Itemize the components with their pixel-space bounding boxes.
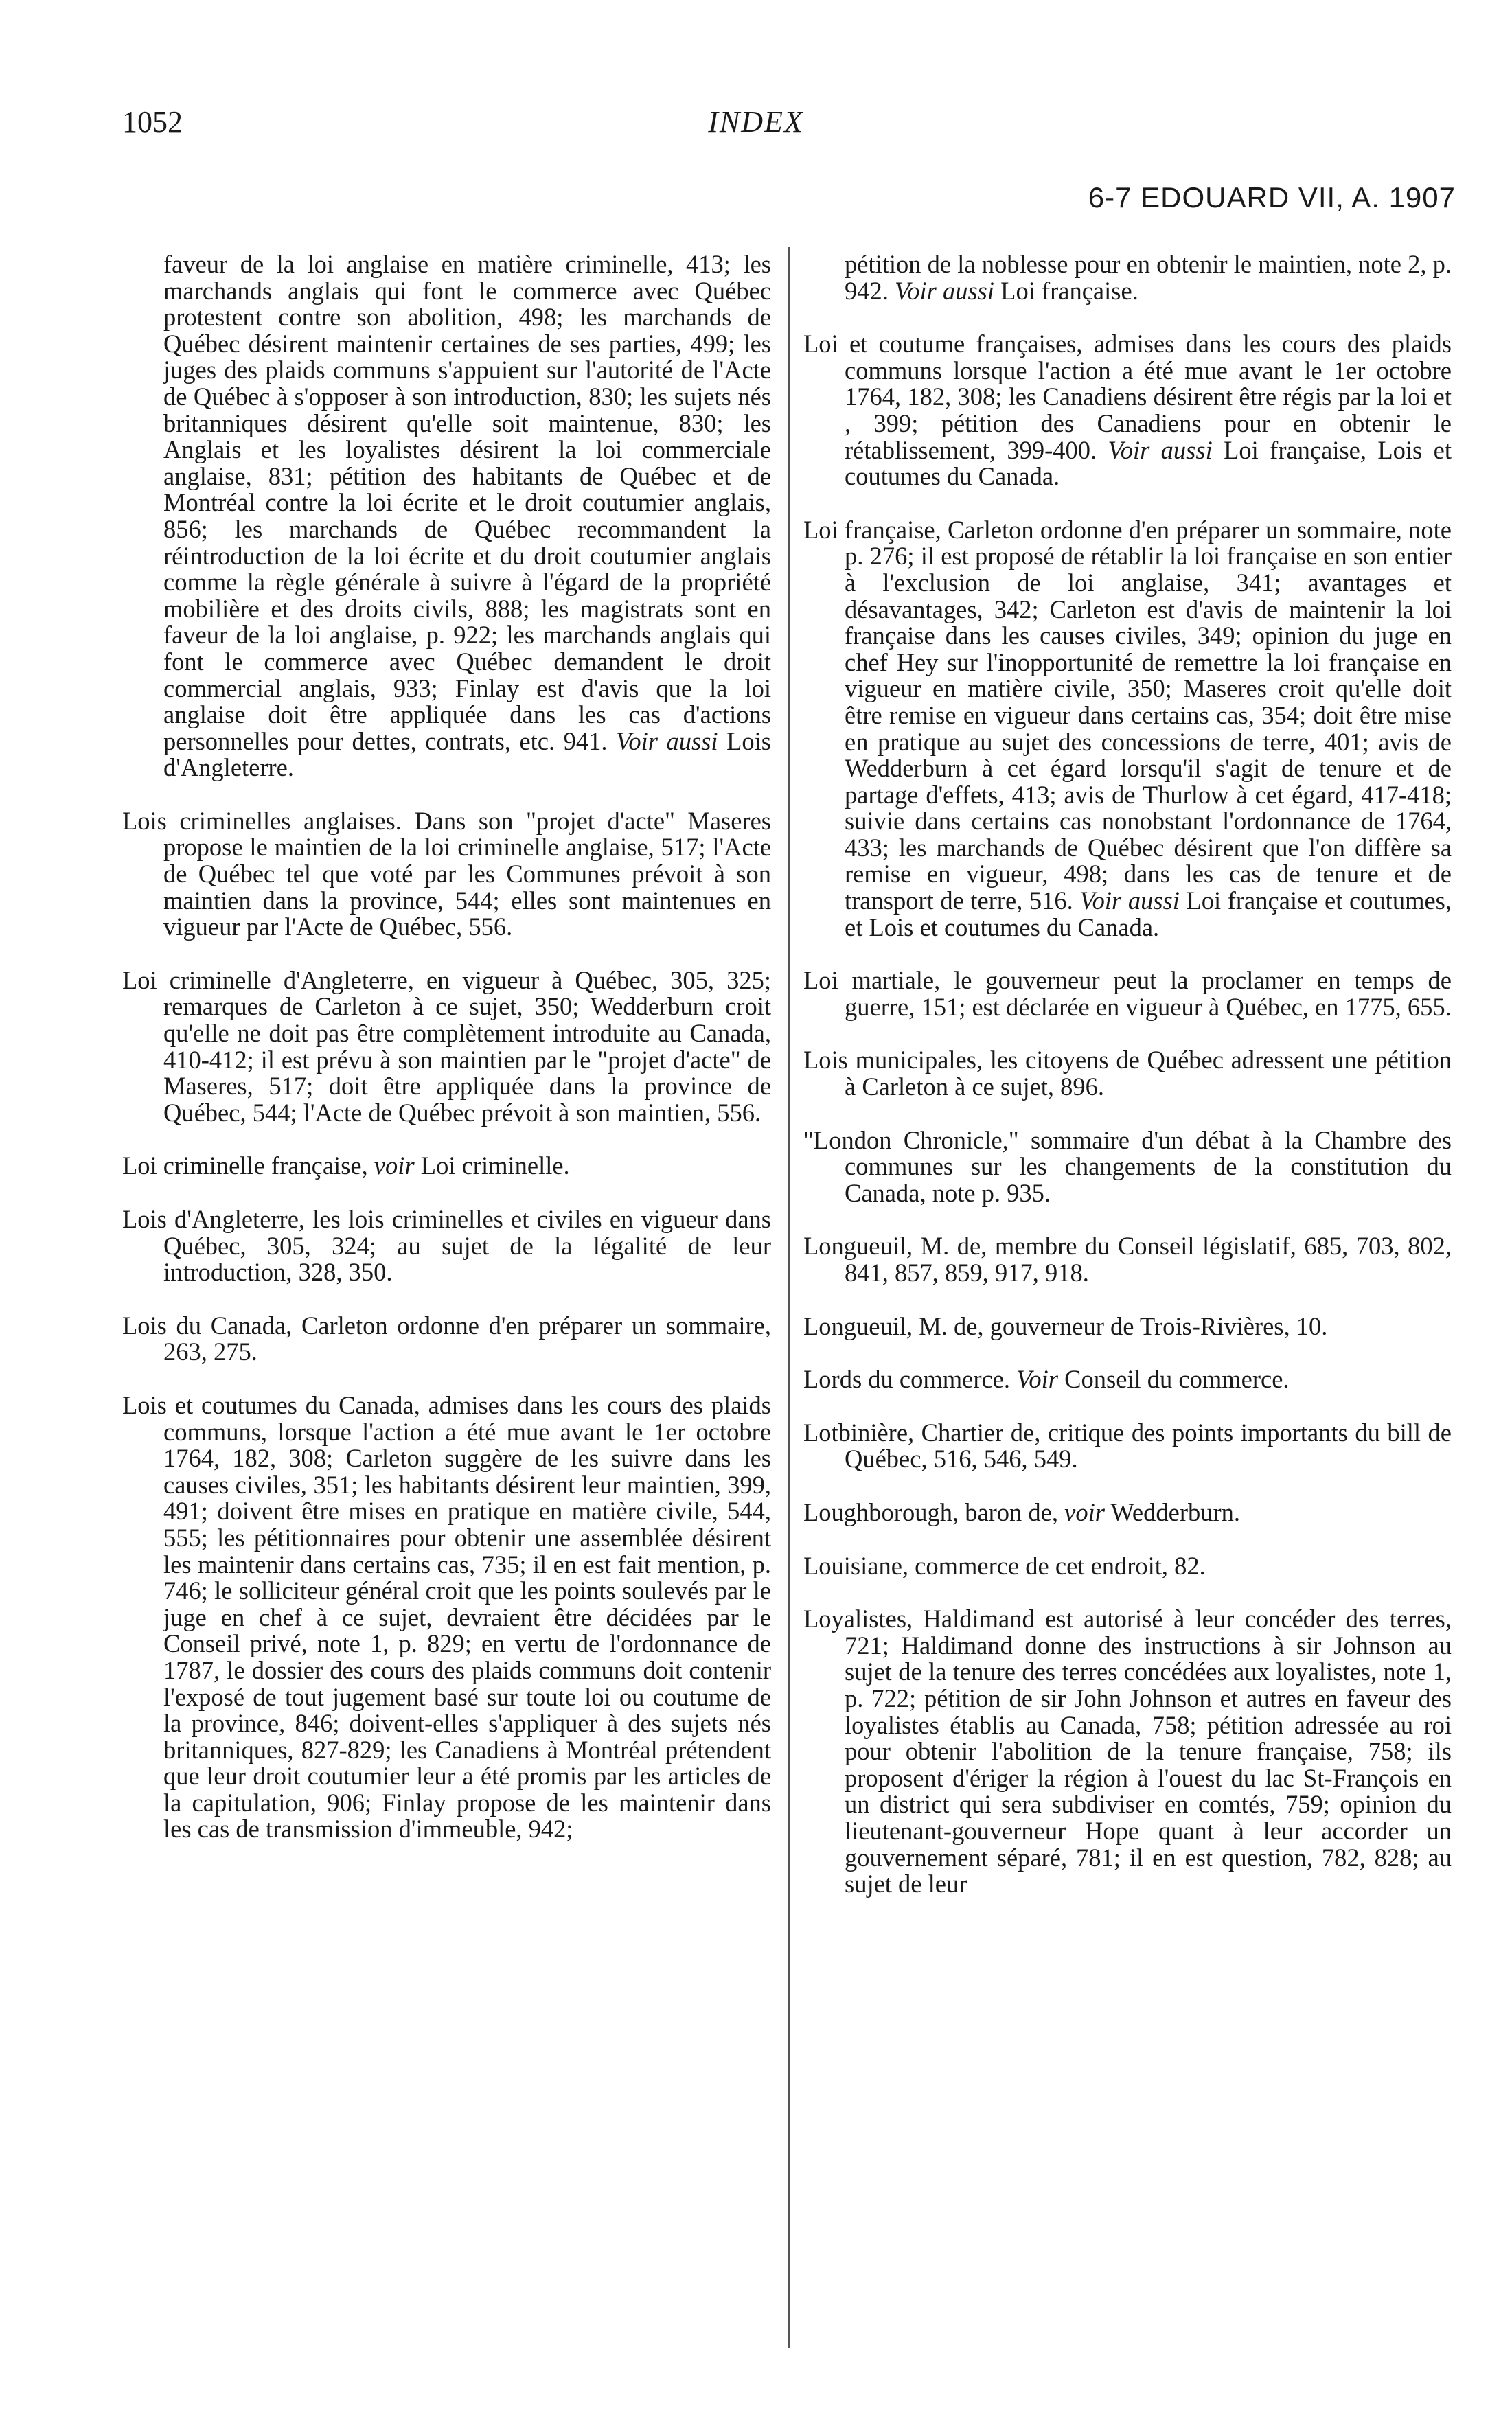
entry-text: Longueuil, M. de, gouverneur de Trois-Rivières, 10. [803, 1311, 1328, 1340]
entry-text: Loi criminelle d'Angleterre, en vigueur à Québec, 305, 325; remarques de Carleton à ce sujet, 350; Wedderburn croit qu'elle ne doit pas être complètement introduite au Canada, 410-412; il est prévu à son maintien par le "projet d'acte" de Maseres, 517; doit être appliquée dans la province de Québec, 544; l'Acte de Québec prévoit à son maintien, 556. [122, 965, 771, 1127]
index-entry-continued [803, 251, 1452, 304]
column-divider [788, 247, 790, 2348]
entry-text: Loi martiale, le gouverneur peut la proclamer en temps de guerre, 151; est déclarée en vigueur à Québec, en 1775, 655. [803, 966, 1452, 1021]
index-entry [803, 1606, 1452, 1898]
entry-text: Longueuil, M. de, membre du Conseil législatif, 685, 703, 802, 841, 857, 859, 917, 918. [803, 1232, 1452, 1287]
see-also-label: voir [1064, 1497, 1105, 1526]
index-entry-continued [122, 251, 771, 781]
index-entry [803, 1233, 1452, 1286]
entry-text: Lois criminelles anglaises. Dans son "projet d'acte" Maseres propose le maintien de la loi criminelle anglaise, 517; l'Acte de Québec tel que voté par les Communes prévoit à son maintien dans la province, 544; elles sont maintenues en vigueur par l'Acte de Québec, 556. [122, 806, 771, 941]
index-entry [122, 967, 771, 1127]
index-entry [803, 1420, 1452, 1473]
see-also-target: Loi française. [994, 276, 1138, 305]
index-entry [122, 808, 771, 941]
see-also-target: Lois d'Angleterre. [163, 726, 771, 782]
see-also-label: Voir aussi [616, 726, 718, 755]
page-title: INDEX [708, 105, 804, 139]
entry-text: Loyalistes, Haldimand est autorisé à leur concéder des terres, 721; Haldimand donne des instructions à sir Johnson au sujet de la tenure des terres concédées aux loyalistes, note 1, p. 722; pétition de sir John Johnson et autres en faveur des loyalistes établis au Canada, 758; pétition adressée au roi pour obtenir l'abolition de la tenure française, 758; ils proposent d'ériger la région à l'ouest du lac St-François en un district qui sera subdiviser en comtés, 759; opinion du lieutenant-gouverneur Hope quant à leur accorder un gouvernement séparé, 781; il en est question, 782, 828; au sujet de leur [803, 1605, 1452, 1898]
see-also-target: Loi française, Lois et coutumes du Canada. [845, 435, 1452, 491]
see-also-label: voir [374, 1151, 415, 1180]
entry-text: Lotbinière, Chartier de, critique des points importants du bill de Québec, 516, 546, 549. [803, 1418, 1452, 1473]
index-entry [803, 517, 1452, 941]
see-also-label: Voir [1016, 1365, 1059, 1394]
see-also-target: Loi française et coutumes, et Lois et coutumes du Canada. [845, 886, 1452, 941]
index-entry [803, 1366, 1452, 1393]
left-column [122, 251, 771, 1870]
see-also-label: Voir aussi [1079, 886, 1180, 915]
index-entry [803, 1553, 1452, 1580]
index-entry [803, 967, 1452, 1020]
entry-text: Lois du Canada, Carleton ordonne d'en préparer un sommaire, 263, 275. [122, 1311, 771, 1366]
page-number: 1052 [122, 105, 183, 139]
see-also-target: Loi criminelle. [414, 1151, 570, 1180]
entry-text: Loi française, Carleton ordonne d'en préparer un sommaire, note p. 276; il est proposé de rétablir la loi française en son entier à l'exclusion de loi anglaise, 341; avantages et désavantages, 342; Carleton est d'avis de maintenir la loi française dans les causes civiles, 349; opinion du juge en chef Hey sur l'inopportunité de remettre la loi française en vigueur en matière civile, 350; Maseres croit qu'elle doit être remise en vigueur dans certains cas, 354; doit être mise en pratique au sujet des concessions de terre, 401; avis de Wedderburn à cet égard lorsqu'il s'agit de tenure et de partage d'effets, 413; avis de Thurlow à cet égard, 417-418; suivie dans certains cas nonobstant l'ordonnance de 1764, 433; les marchands de Québec désirent que l'on diffère sa remise en vigueur, 498; dans les cas de tenure et de transport de terre, 516. [803, 515, 1452, 915]
entry-text: Lois d'Angleterre, les lois criminelles et civiles en vigueur dans Québec, 305, 324; au sujet de la légalité de leur introduction, 328, 350. [122, 1205, 771, 1287]
index-entry [803, 1313, 1452, 1340]
entry-text: Louisiane, commerce de cet endroit, 82. [803, 1551, 1206, 1580]
see-also-target: Conseil du commerce. [1058, 1365, 1290, 1394]
edition-label: 6-7 EDOUARD VII, A. 1907 [1088, 181, 1456, 214]
see-also-target: Wedderburn. [1104, 1497, 1241, 1526]
index-entry [803, 1497, 1452, 1526]
index-entry [803, 1127, 1452, 1207]
index-entry [122, 1153, 771, 1180]
right-column [803, 251, 1452, 1925]
entry-text: Loi criminelle française, [122, 1151, 374, 1180]
entry-text: Loi et coutume françaises, admises dans les cours des plaids communs lorsque l'action a été mue avant le 1er octobre 1764, 182, 308; les Canadiens désirent être régis par la loi et , 399; pétition des Canadiens pour en obtenir le rétablissement, 399-400. [803, 330, 1452, 464]
entry-text: Loughborough, baron de, [803, 1497, 1065, 1526]
see-also-label: Voir aussi [895, 276, 995, 305]
entry-text: Lois et coutumes du Canada, admises dans les cours des plaids communs, lorsque l'action a été mue avant le 1er octobre 1764, 182, 308; Carleton suggère de les suivre dans les causes civiles, 351; les habitants désirent leur maintien, 399, 491; doivent être mises en pratique en matière civile, 544, 555; les pétitionnaires pour obtenir une assemblée désirent les maintenir dans certains cas, 735; il en est fait mention, p. 746; le solliciteur général croit que les points soulevés par le juge en chef à ce sujet, devraient être décidées par le Conseil privé, note 1, p. 829; en vertu de l'ordonnance de 1787, le dossier des cours des plaids communs doit contenir l'exposé de tout jugement basé sur toute loi ou coutume de la province, 846; doivent-elles s'appliquer à des sujets nés britanniques, 827-829; les Canadiens à Montréal prétendent que leur droit coutumier leur a été promis par les articles de la capitulation, 906; Finlay propose de les maintenir dans les cas de transmission d'immeuble, 942; [122, 1390, 771, 1844]
index-entry [803, 331, 1452, 490]
entry-text: "London Chronicle," sommaire d'un débat à la Chambre des communes sur les changements de la constitution du Canada, note p. 935. [803, 1125, 1452, 1207]
index-entry [803, 1047, 1452, 1100]
entry-text: Lords du commerce. [803, 1365, 1017, 1394]
index-entry [122, 1392, 771, 1843]
entry-text: Lois municipales, les citoyens de Québec adressent une pétition à Carleton à ce sujet, 896. [803, 1046, 1452, 1101]
index-entry [122, 1206, 771, 1286]
entry-text: pétition de la noblesse pour en obtenir le maintien, note 2, p. 942. [845, 250, 1452, 305]
see-also-label: Voir aussi [1108, 435, 1213, 464]
index-entry [122, 1313, 771, 1366]
entry-text: faveur de la loi anglaise en matière criminelle, 413; les marchands anglais qui font le commerce avec Québec protestent contre son abolition, 498; les marchands de Québec désirent maintenir certaines de ses parties, 499; les juges des plaids communs s'appuient sur l'autorité de l'Acte de Québec à s'opposer à son introduction, 830; les sujets nés britanniques désirent qu'elle soit maintenue, 830; les Anglais et les loyalistes désirent la loi commerciale anglaise, 831; pétition des habitants de Québec et de Montréal contre la loi écrite et le droit coutumier anglais, 856; les marchands de Québec recommandent la réintroduction de la loi écrite et du droit coutumier anglais comme la règle générale à suivre à l'égard de la propriété mobilière et des droits civils, 888; les magistrats sont en faveur de la loi anglaise, p. 922; les marchands anglais qui font le commerce avec Québec demandent le droit commercial anglais, 933; Finlay est d'avis que la loi anglaise doit être appliquée dans les cas d'actions personnelles pour dettes, contrats, etc. 941. [163, 250, 771, 755]
